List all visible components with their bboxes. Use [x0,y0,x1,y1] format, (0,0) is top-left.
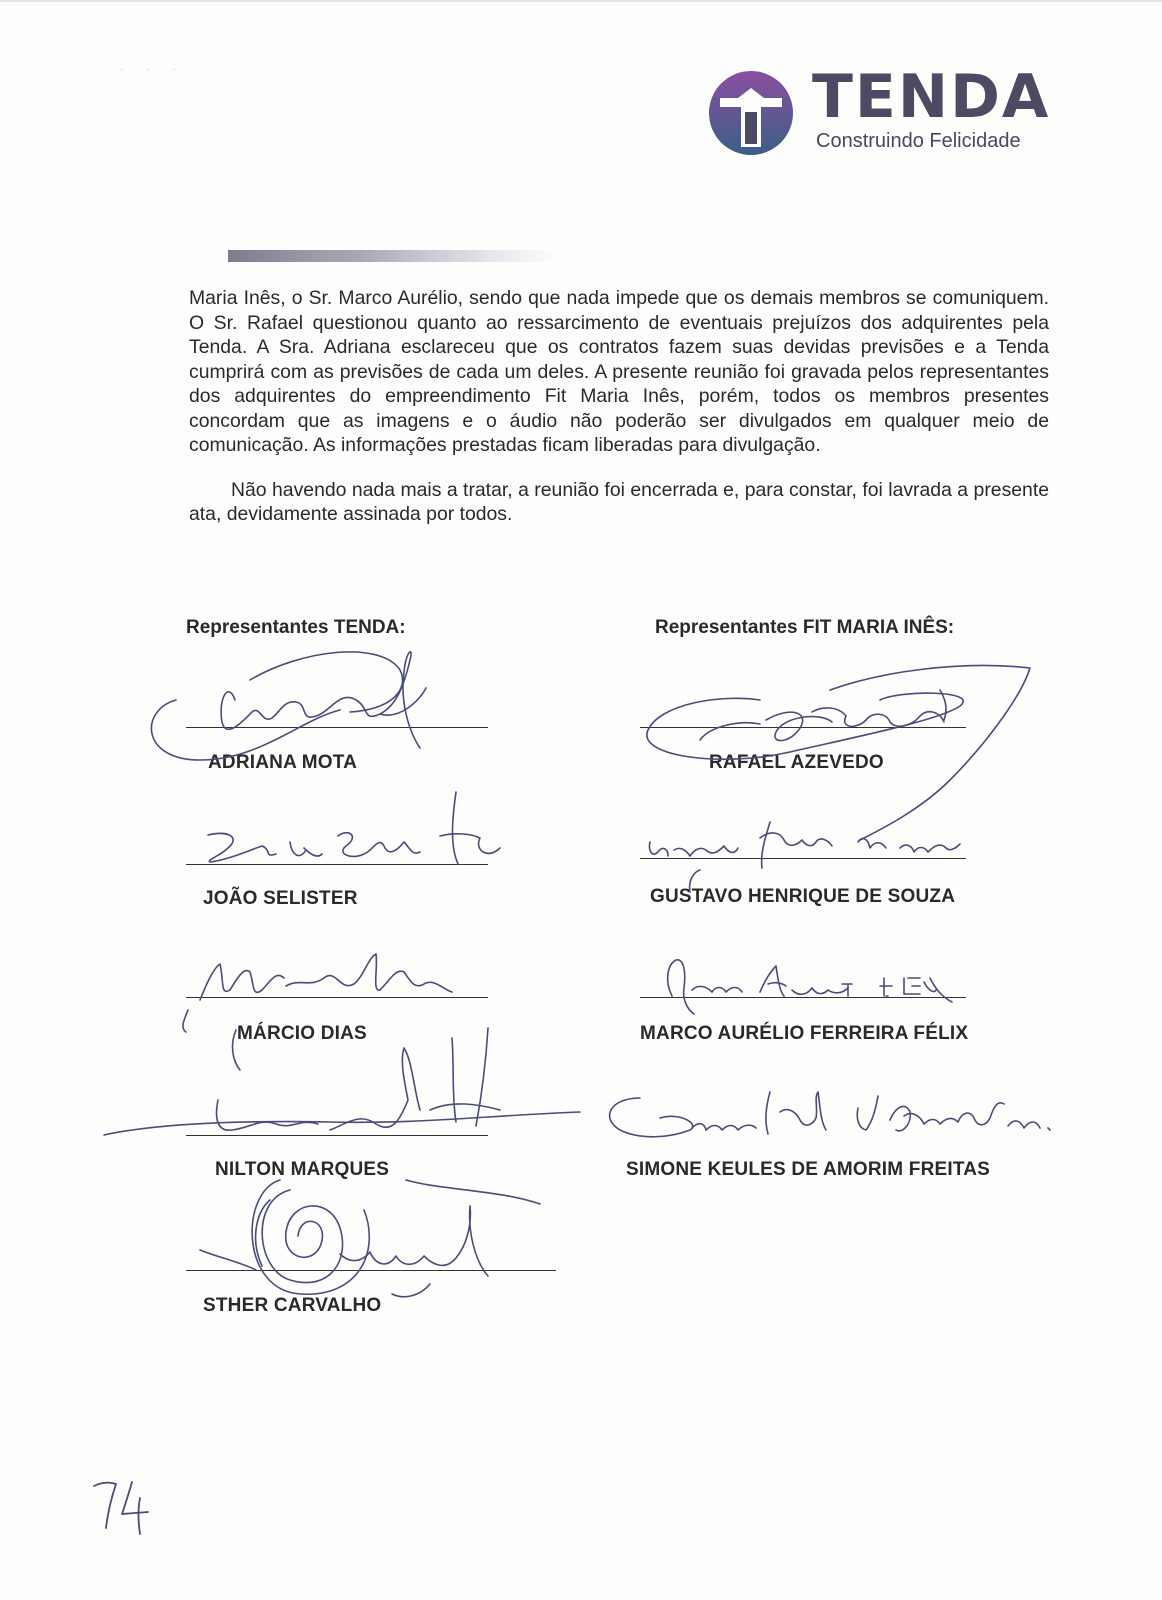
signatory-nilton-marques: NILTON MARQUES [215,1159,390,1180]
signature-gustavo-henrique-de-souza [649,822,960,892]
signature-sther-carvalho [200,1180,488,1297]
signatory-marcio-dias: MÁRCIO DIAS [237,1023,367,1044]
scan-edge [0,0,1162,2]
signature-line-gustavo [640,858,966,859]
signature-line-joao [186,864,488,865]
signature-marco-aurelio-ferreira-felix [668,960,952,1014]
paragraph-closing-remarks: Maria Inês, o Sr. Marco Aurélio, sendo que nada impede que os demais membros se comuniquem. O Sr. Rafael questionou quanto ao ressarcimento de eventuais prejuízos dos adquirentes pela Tenda. A Sra. Adriana esclareceu que os contratos fazem suas devidas previsões e a Tenda cumprirá com as previsões de cada um deles. A presente reunião foi gravada pelos representantes dos adquirentes do empreendimento Fit Maria Inês, porém, todos os membros presentes concordam que as imagens e o áudio não poderão ser divulgados em qualquer meio de comunicação. As informações prestadas ficam liberadas para divulgação. [189,287,1049,456]
signature-line-adriana [186,727,488,728]
tenda-logo [708,62,1051,170]
signatory-adriana-mota: ADRIANA MOTA [208,752,358,773]
signature-line-marco [640,997,966,998]
signature-joao-selister [208,792,500,864]
fit-maria-ines-representatives-heading: Representantes FIT MARIA INÊS: [655,617,955,638]
header-gradient-bar [228,250,558,262]
house-logo-icon [708,70,794,156]
signature-line-nilton [186,1135,488,1136]
signatory-rafael-azevedo: RAFAEL AZEVEDO [709,752,884,773]
minutes-text [189,286,1049,547]
scan-artifact: · · · [120,64,186,75]
signature-line-rafael [640,727,966,728]
signature-line-sther [186,1270,556,1271]
signature-simone-keules-de-amorim-freitas [610,1092,1050,1137]
signature-adriana-mota [151,652,426,760]
logo-tagline: Construindo Felicidade [816,130,1021,152]
signatory-gustavo-henrique-de-souza: GUSTAVO HENRIQUE DE SOUZA [650,886,956,907]
signatory-marco-aurelio-ferreira-felix: MARCO AURÉLIO FERREIRA FÉLIX [640,1023,969,1044]
signature-line-marcio [186,997,488,998]
handwritten-page-number [88,1478,178,1538]
signatory-simone-keules-de-amorim-freitas: SIMONE KEULES DE AMORIM FREITAS [626,1159,991,1180]
logo-wordmark: TENDA [812,62,1051,132]
signature-marcio-dias [183,954,452,1070]
signatory-joao-selister: JOÃO SELISTER [203,888,358,909]
tenda-representatives-heading: Representantes TENDA: [186,617,406,638]
paragraph-conclusion: Não havendo nada mais a tratar, a reunião foi encerrada e, para constar, foi lavrada a presente ata, devidamente assinada por todos. [189,478,1049,525]
signatory-sther-carvalho: STHER CARVALHO [203,1295,382,1316]
